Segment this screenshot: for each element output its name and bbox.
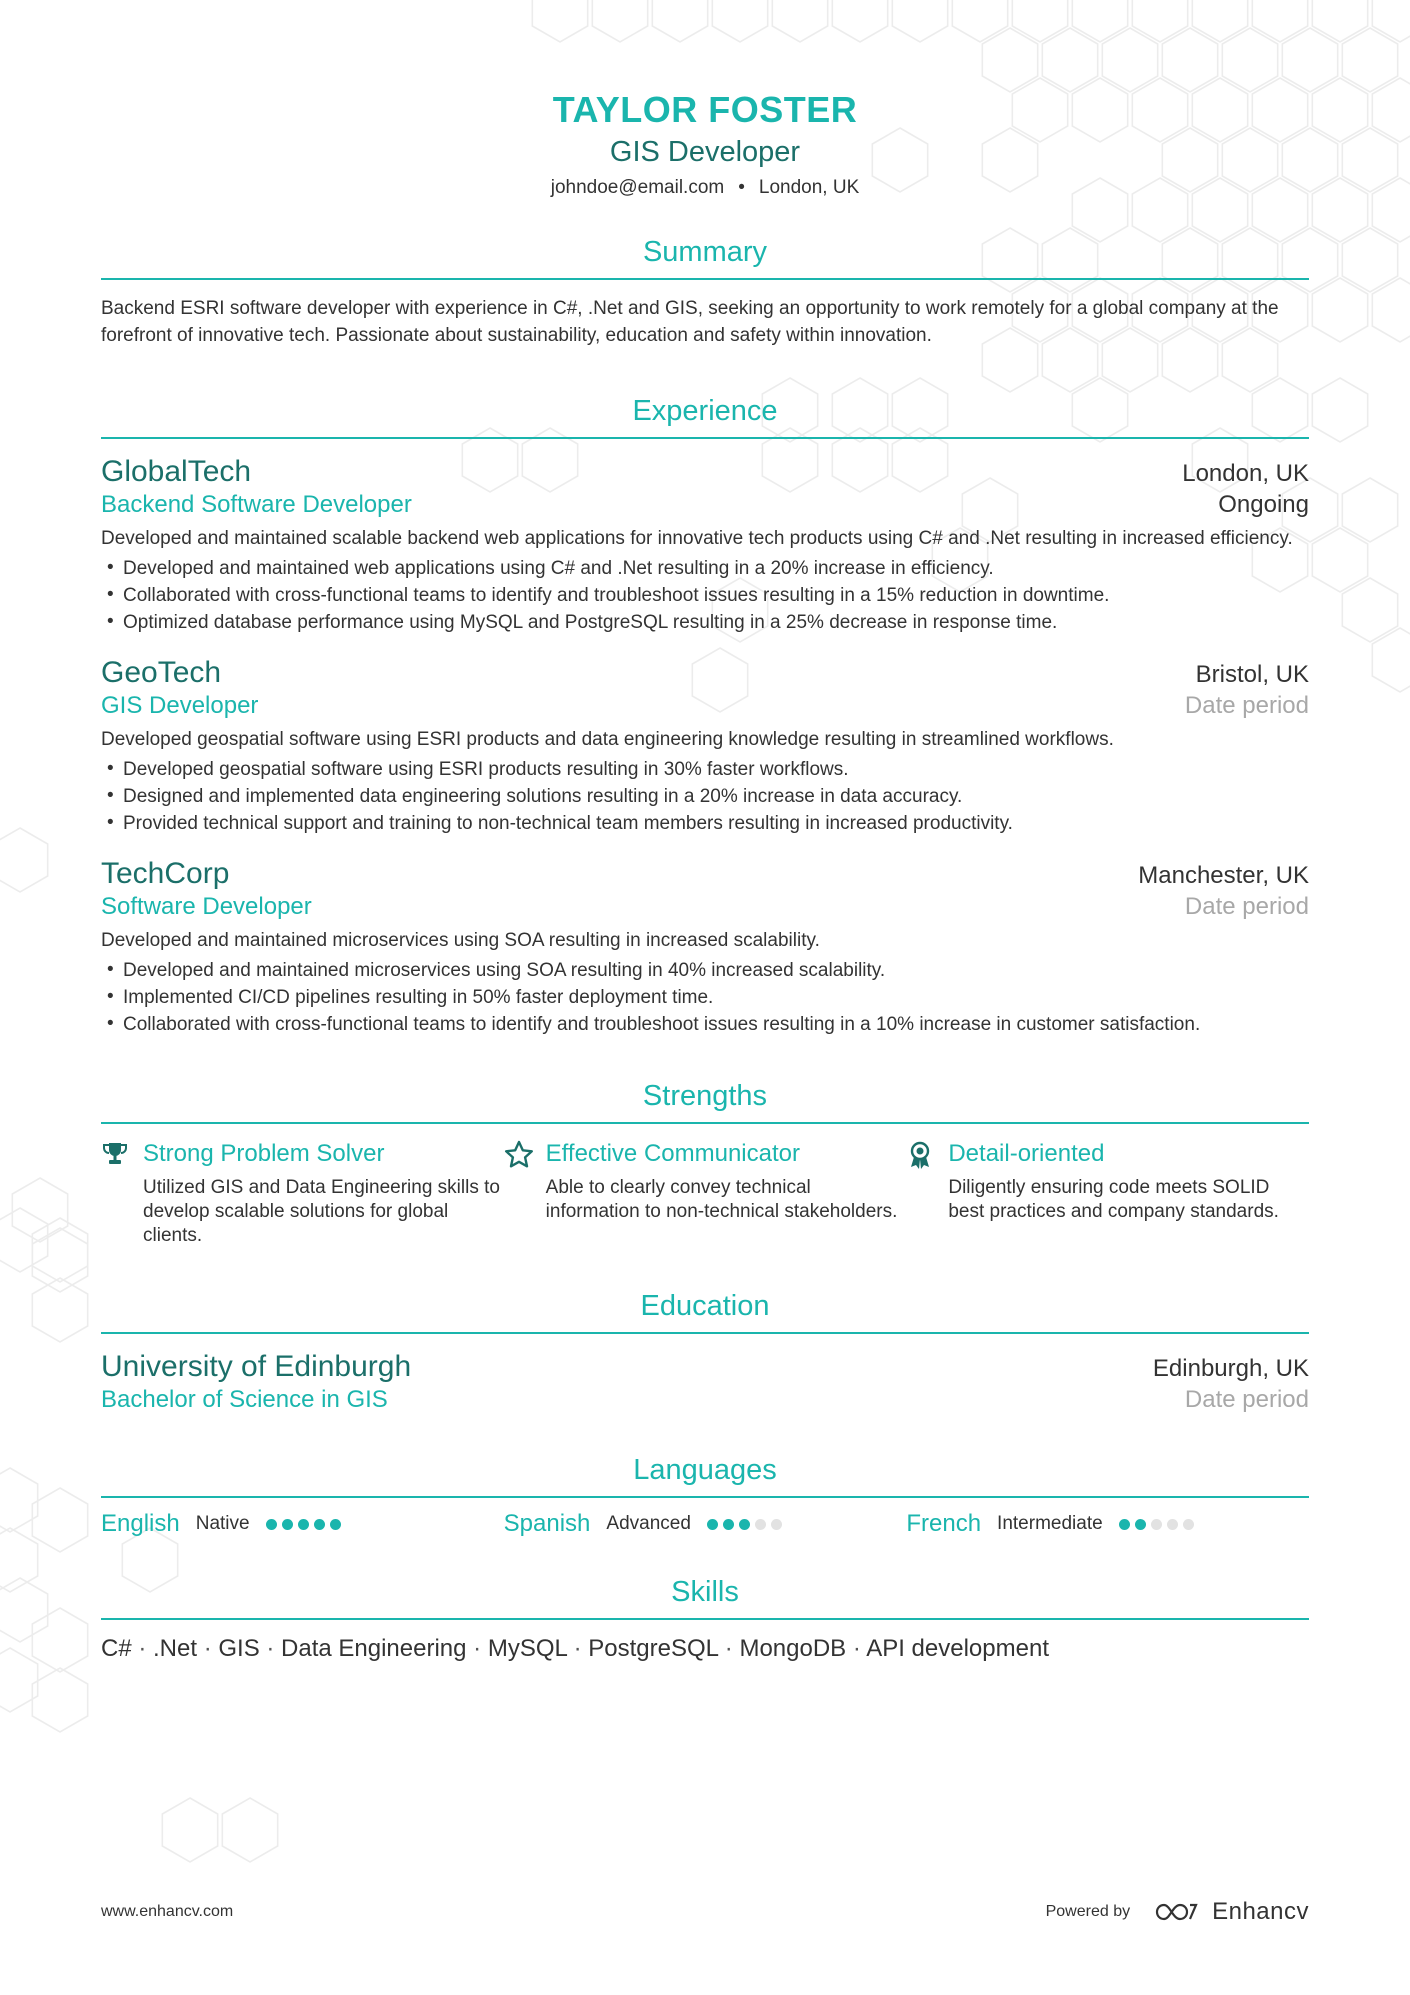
skill-separator: · bbox=[466, 1635, 488, 1662]
section-title-skills: Skills bbox=[671, 1576, 739, 1608]
job-description: Developed geospatial software using ESRI products and data engineering knowledge resulting in streamlined workflows. bbox=[101, 729, 1114, 750]
section-divider bbox=[101, 278, 1309, 280]
background-hexagon bbox=[1312, 178, 1367, 242]
background-hexagon bbox=[0, 1528, 38, 1592]
job-bullet: • Developed and maintained web applications using C# and .Net resulting in a 20% increase in efficiency. bbox=[123, 555, 1309, 582]
enhancv-brand[interactable]: Enhancv bbox=[1212, 1898, 1309, 1925]
background-hexagon bbox=[1342, 28, 1397, 92]
background-hexagon bbox=[1312, 378, 1367, 442]
rating-dot-filled bbox=[707, 1519, 718, 1530]
contact-line bbox=[101, 176, 1309, 200]
background-hexagon bbox=[32, 1278, 87, 1342]
language-name: French bbox=[906, 1510, 982, 1537]
section-title-education: Education bbox=[640, 1290, 770, 1322]
background-hexagon bbox=[32, 1488, 87, 1552]
background-hexagon bbox=[12, 1178, 67, 1242]
resume-header bbox=[101, 0, 1309, 200]
background-hexagon bbox=[222, 1798, 277, 1862]
rating-dot-filled bbox=[1135, 1519, 1146, 1530]
job-bullet: • Implemented CI/CD pipelines resulting in 50% faster deployment time. bbox=[123, 984, 1309, 1011]
strength-title: Detail-oriented bbox=[948, 1140, 1105, 1167]
job-date: Date period bbox=[1184, 893, 1309, 920]
rating-dot-empty bbox=[755, 1519, 766, 1530]
job-entry bbox=[101, 855, 1309, 1038]
strength-item bbox=[906, 1138, 1309, 1248]
section-divider bbox=[101, 1496, 1309, 1498]
job-bullet: • Designed and implemented data engineering solutions resulting in a 20% increase in data accuracy. bbox=[123, 783, 1309, 810]
footer-website[interactable]: www.enhancv.com bbox=[101, 1903, 234, 1920]
job-title: Software Developer bbox=[101, 893, 312, 920]
skills-list bbox=[101, 1634, 1309, 1664]
strength-text: Utilized GIS and Data Engineering skills to develop scalable solutions for global clients. bbox=[143, 1177, 500, 1246]
section-divider bbox=[101, 1122, 1309, 1124]
skill-separator: · bbox=[718, 1635, 740, 1662]
language-name: English bbox=[101, 1510, 180, 1537]
job-bullet: • Optimized database performance using MySQL and PostgreSQL resulting in a 25% decrease in response time. bbox=[123, 609, 1309, 636]
background-hexagon bbox=[1342, 478, 1397, 542]
skill-item: .Net bbox=[153, 1635, 198, 1662]
skill-separator: · bbox=[846, 1635, 867, 1662]
job-title: GIS Developer bbox=[101, 692, 259, 719]
job-bullet: • Collaborated with cross-functional teams to identify and troubleshoot issues resulting in a 10% increase in customer satisfaction. bbox=[123, 1011, 1309, 1038]
summary-text: Backend ESRI software developer with experience in C#, .Net and GIS, seeking an opportunity to work remotely for a global company at the forefront of innovative tech. Passionate about sustainability, education and safety within innovation. bbox=[101, 298, 1279, 346]
job-date: Ongoing bbox=[1218, 491, 1309, 518]
job-bullet: • Developed geospatial software using ESRI products resulting in 30% faster workflows. bbox=[123, 756, 1309, 783]
background-hexagon bbox=[32, 1668, 87, 1732]
language-name: Spanish bbox=[503, 1510, 591, 1537]
rating-dot-filled bbox=[330, 1519, 341, 1530]
job-description: Developed and maintained scalable backend web applications for innovative tech products using C# and .Net resulting in increased efficiency. bbox=[101, 528, 1293, 549]
education-section bbox=[101, 1288, 1309, 1416]
candidate-name: TAYLOR FOSTER bbox=[552, 89, 858, 130]
rating-dot-empty bbox=[1151, 1519, 1162, 1530]
location: London, UK bbox=[758, 177, 860, 198]
job-bullets bbox=[101, 756, 1309, 837]
job-location: London, UK bbox=[1182, 460, 1309, 487]
experience-section bbox=[101, 393, 1309, 1038]
footer bbox=[101, 1898, 1309, 1926]
skill-item: MongoDB bbox=[739, 1635, 847, 1662]
rating-dot-empty bbox=[1183, 1519, 1194, 1530]
language-item bbox=[504, 1510, 907, 1538]
section-divider bbox=[101, 437, 1309, 439]
strength-title: Effective Communicator bbox=[545, 1140, 800, 1167]
skill-separator: · bbox=[131, 1635, 154, 1662]
award-ribbon-icon bbox=[906, 1140, 934, 1170]
background-hexagon bbox=[32, 1608, 87, 1672]
background-hexagon bbox=[1312, 0, 1367, 42]
job-bullets bbox=[101, 957, 1309, 1038]
job-date: Date period bbox=[1184, 692, 1309, 719]
job-location: Bristol, UK bbox=[1195, 661, 1309, 688]
skills-section bbox=[101, 1574, 1309, 1664]
skill-item: PostgreSQL bbox=[588, 1635, 719, 1662]
strength-item bbox=[504, 1138, 907, 1248]
strength-title: Strong Problem Solver bbox=[143, 1140, 385, 1167]
job-description: Developed and maintained microservices using SOA resulting in increased scalability. bbox=[101, 930, 820, 951]
background-hexagon bbox=[1342, 228, 1397, 292]
candidate-role: GIS Developer bbox=[609, 136, 801, 168]
trophy-icon bbox=[101, 1140, 129, 1168]
job-entry bbox=[101, 654, 1309, 837]
star-icon bbox=[504, 1140, 534, 1170]
skill-item: MySQL bbox=[487, 1635, 567, 1662]
language-rating bbox=[707, 1519, 782, 1530]
rating-dot-filled bbox=[298, 1519, 309, 1530]
strength-text: Diligently ensuring code meets SOLID best practices and company standards. bbox=[948, 1177, 1279, 1222]
job-location: Manchester, UK bbox=[1138, 862, 1309, 889]
skill-item: Data Engineering bbox=[281, 1635, 467, 1662]
skill-item: API development bbox=[866, 1635, 1049, 1662]
strength-item bbox=[101, 1138, 504, 1248]
company-name: GlobalTech bbox=[101, 455, 252, 488]
language-level: Advanced bbox=[606, 1513, 691, 1534]
job-bullet: • Collaborated with cross-functional teams to identify and troubleshoot issues resulting in a 15% reduction in downtime. bbox=[123, 582, 1309, 609]
language-item bbox=[906, 1510, 1309, 1538]
section-divider bbox=[101, 1332, 1309, 1334]
company-name: GeoTech bbox=[101, 656, 222, 689]
degree: Bachelor of Science in GIS bbox=[101, 1386, 388, 1413]
skill-separator: · bbox=[259, 1635, 282, 1662]
job-bullets bbox=[101, 555, 1309, 636]
school-name: University of Edinburgh bbox=[101, 1350, 412, 1383]
skill-separator: · bbox=[566, 1635, 589, 1662]
powered-by-label: Powered by bbox=[1045, 1903, 1131, 1920]
skill-item: GIS bbox=[218, 1635, 260, 1662]
company-name: TechCorp bbox=[101, 857, 230, 890]
background-hexagon bbox=[1342, 578, 1397, 642]
languages-section bbox=[101, 1452, 1309, 1538]
section-title-summary: Summary bbox=[642, 236, 768, 268]
email[interactable]: johndoe@email.com bbox=[550, 177, 725, 198]
rating-dot-filled bbox=[723, 1519, 734, 1530]
section-title-experience: Experience bbox=[632, 395, 778, 427]
section-title-languages: Languages bbox=[633, 1454, 777, 1486]
skill-separator: · bbox=[197, 1635, 219, 1662]
rating-dot-filled bbox=[266, 1519, 277, 1530]
school-location: Edinburgh, UK bbox=[1152, 1355, 1309, 1382]
education-date: Date period bbox=[1184, 1386, 1309, 1413]
language-rating bbox=[1119, 1519, 1194, 1530]
skill-item: C# bbox=[101, 1635, 132, 1662]
job-bullet: • Provided technical support and training to non-technical team members resulting in increased productivity. bbox=[123, 810, 1309, 837]
rating-dot-empty bbox=[771, 1519, 782, 1530]
job-title: Backend Software Developer bbox=[101, 491, 412, 518]
job-bullet: • Developed and maintained microservices using SOA resulting in 40% increased scalability. bbox=[123, 957, 1309, 984]
enhancv-logo-icon bbox=[1154, 1901, 1198, 1923]
strength-text: Able to clearly convey technical information to non-technical stakeholders. bbox=[545, 1177, 898, 1222]
rating-dot-filled bbox=[739, 1519, 750, 1530]
background-hexagon bbox=[1372, 0, 1410, 42]
background-hexagon bbox=[0, 828, 48, 892]
background-hexagon bbox=[1342, 128, 1397, 192]
language-rating bbox=[266, 1519, 341, 1530]
contact-separator: • bbox=[738, 177, 745, 198]
language-level: Native bbox=[195, 1513, 250, 1534]
rating-dot-filled bbox=[314, 1519, 325, 1530]
background-hexagon bbox=[162, 1798, 217, 1862]
background-hexagon bbox=[1312, 278, 1367, 342]
language-level: Intermediate bbox=[997, 1513, 1103, 1534]
section-title-strengths: Strengths bbox=[642, 1080, 768, 1112]
education-entry bbox=[101, 1348, 1309, 1416]
background-hexagon bbox=[1312, 78, 1367, 142]
strengths-section bbox=[101, 1078, 1309, 1248]
rating-dot-filled bbox=[282, 1519, 293, 1530]
background-hexagon bbox=[1312, 528, 1367, 592]
language-item bbox=[101, 1510, 504, 1538]
job-entry bbox=[101, 453, 1309, 636]
section-divider bbox=[101, 1618, 1309, 1620]
background-hexagon bbox=[0, 1578, 48, 1642]
rating-dot-empty bbox=[1167, 1519, 1178, 1530]
summary-section bbox=[101, 234, 1309, 349]
rating-dot-filled bbox=[1119, 1519, 1130, 1530]
